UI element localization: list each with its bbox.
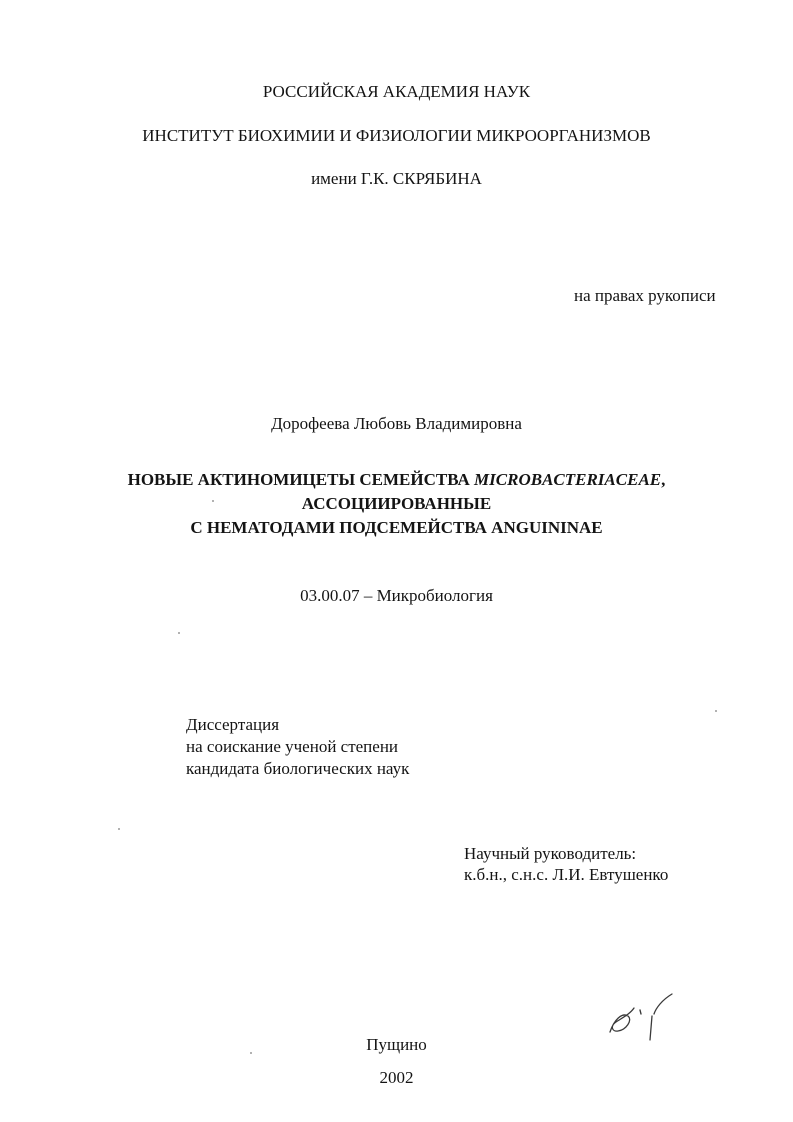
author-name: Дорофеева Любовь Владимировна [271,414,522,433]
manuscript-note: на правах рукописи [574,286,716,305]
scan-speck [178,632,180,634]
institute-name: ИНСТИТУТ БИОХИМИИ И ФИЗИОЛОГИИ МИКРООРГАНИЗМОВ [142,126,651,145]
scan-speck [118,828,120,830]
thesis-title-line-3: С НЕМАТОДАМИ ПОДСЕМЕЙСТВА ANGUININAE [190,518,603,537]
supervisor-name: к.б.н., с.н.с. Л.И. Евтушенко [464,865,669,884]
supervisor-label: Научный руководитель: [464,844,637,863]
thesis-title-family: MICROBACTERIACEAE [474,470,662,489]
specialty-code: 03.00.07 – Микробиология [300,586,493,605]
dissertation-line-1: Диссертация [186,715,280,734]
institute-named-after: имени Г.К. СКРЯБИНА [311,169,482,188]
year: 2002 [379,1068,414,1087]
scan-speck [212,500,214,502]
academy-name: РОССИЙСКАЯ АКАДЕМИЯ НАУК [262,82,531,101]
thesis-title-line-1: НОВЫЕ АКТИНОМИЦЕТЫ СЕМЕЙСТВА MICROBACTERIACEAE, [127,470,666,489]
dissertation-line-2: на соискание ученой степени [186,737,399,756]
scan-speck [250,1052,252,1054]
scan-speck [715,710,717,712]
dissertation-line-3: кандидата биологических наук [186,759,410,778]
thesis-title-line-2: АССОЦИИРОВАННЫЕ [301,494,492,513]
city: Пущино [366,1035,427,1054]
